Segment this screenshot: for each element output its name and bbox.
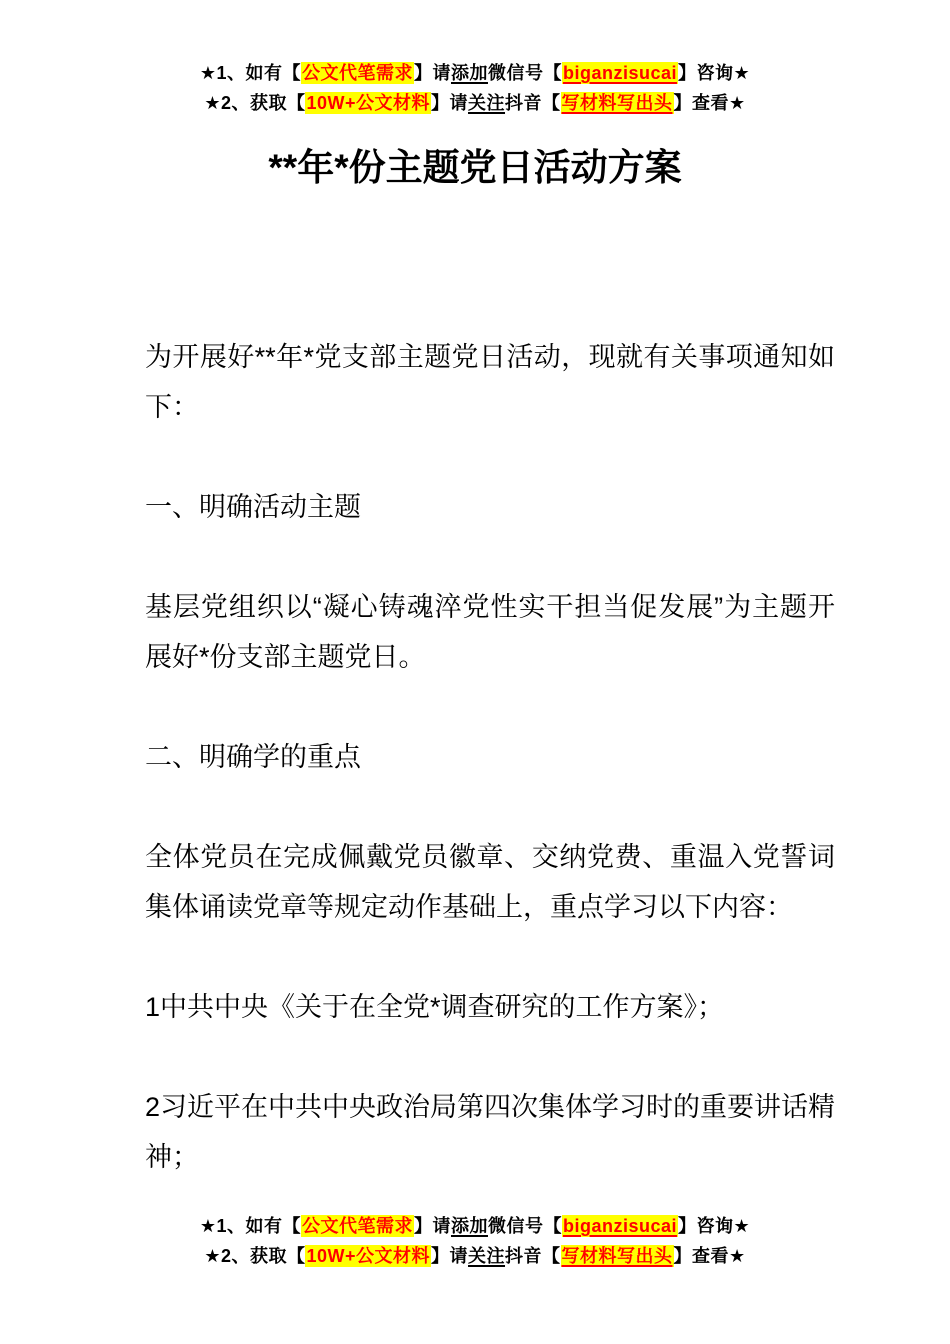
paragraph-theme: 基层党组织以“凝心铸魂淬党性实干担当促发展”为主题开展好*份支部主题党日。 — [145, 592, 835, 672]
banner-text-segment: 】咨询★ — [678, 63, 751, 83]
banner-underline-follow: 关注 — [468, 1246, 506, 1266]
promo-banner-top-line-1 — [0, 58, 950, 88]
section-heading-1: 一、明确活动主题 — [145, 492, 361, 522]
banner-text-segment: ★1、如有【 — [199, 63, 301, 83]
banner-text-segment: 微信号【 — [487, 1216, 562, 1236]
banner-highlight-douyin-id: 写材料写出头 — [561, 1246, 673, 1266]
banner-highlight-wechat-id: biganzisucai — [562, 1216, 678, 1236]
section-heading-2: 二、明确学的重点 — [145, 742, 361, 772]
banner-text-segment: ★1、如有【 — [199, 1216, 301, 1236]
promo-banner-bottom-line-1 — [0, 1211, 950, 1241]
paragraph-study-intro: 全体党员在完成佩戴党员徽章、交纳党费、重温入党誓词集体诵读党章等规定动作基础上，重点学习以下内容： — [145, 842, 835, 922]
promo-banner-top-line-2 — [0, 88, 950, 118]
banner-underline-add: 添加 — [450, 1216, 488, 1236]
paragraph-intro: 为开展好**年*党支部主题党日活动，现就有关事项通知如下： — [145, 342, 835, 422]
banner-text-segment: 】查看★ — [673, 93, 746, 113]
document-body — [145, 332, 835, 1232]
document-title: **年*份主题党日活动方案 — [268, 147, 682, 188]
banner-text-segment: 】请 — [431, 1246, 469, 1266]
banner-text-segment: 】请 — [413, 1216, 451, 1236]
banner-text-segment: 抖音【 — [505, 93, 561, 113]
banner-highlight-materials: 10W+公文材料 — [306, 93, 431, 113]
promo-banner-bottom-line-2 — [0, 1241, 950, 1271]
promo-banner-bottom — [0, 1211, 950, 1271]
banner-underline-add: 添加 — [450, 63, 488, 83]
banner-text-segment: 】查看★ — [673, 1246, 746, 1266]
banner-underline-follow: 关注 — [468, 93, 506, 113]
study-item-1: 1中共中央《关于在全党*调查研究的工作方案》； — [145, 992, 725, 1022]
banner-text-segment: 】咨询★ — [678, 1216, 751, 1236]
banner-text-segment: ★2、获取【 — [204, 1246, 306, 1266]
banner-highlight-service: 公文代笔需求 — [301, 63, 413, 83]
study-item-2: 2习近平在中共中央政治局第四次集体学习时的重要讲话精神； — [145, 1092, 836, 1172]
banner-highlight-douyin-id: 写材料写出头 — [561, 93, 673, 113]
banner-highlight-service: 公文代笔需求 — [301, 1216, 413, 1236]
banner-text-segment: ★2、获取【 — [204, 93, 306, 113]
banner-text-segment: 抖音【 — [505, 1246, 561, 1266]
banner-text-segment: 】请 — [431, 93, 469, 113]
banner-text-segment: 】请 — [413, 63, 451, 83]
banner-highlight-wechat-id: biganzisucai — [562, 63, 678, 83]
banner-highlight-materials: 10W+公文材料 — [306, 1246, 431, 1266]
promo-banner-top — [0, 58, 950, 118]
banner-text-segment: 微信号【 — [487, 63, 562, 83]
